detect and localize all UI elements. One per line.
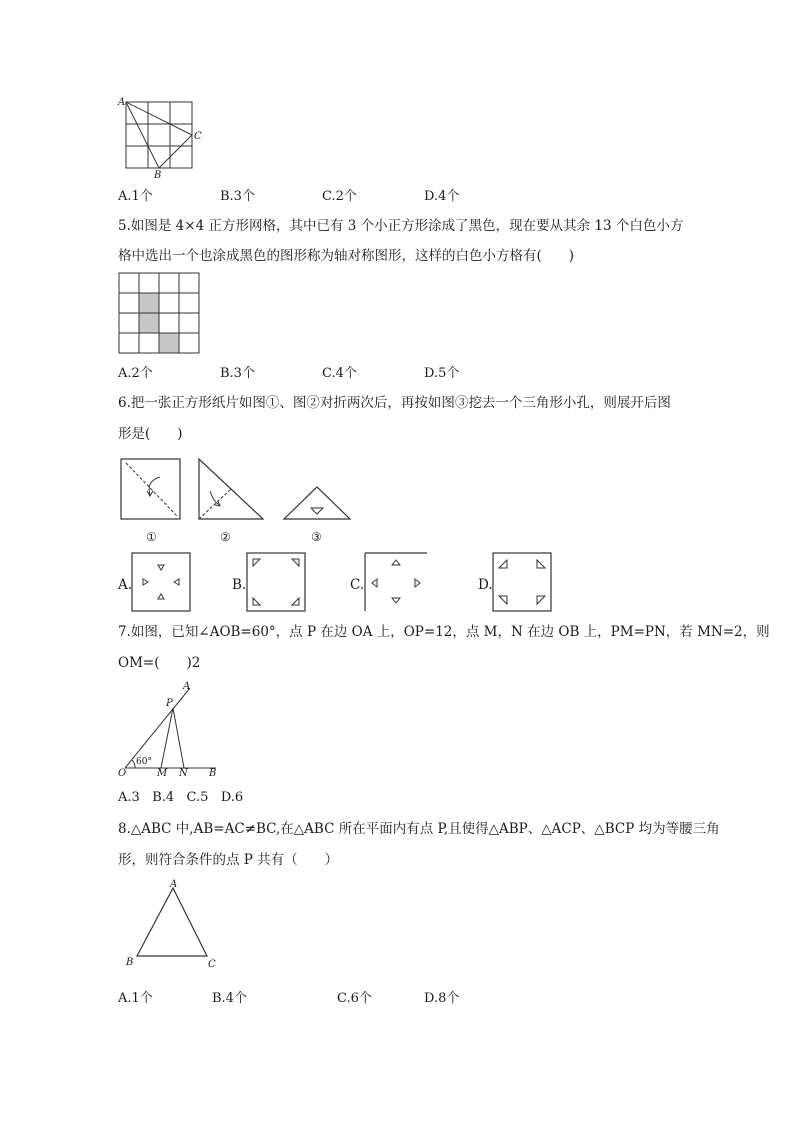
q8-option-d[interactable]: D.8个 xyxy=(424,991,460,1006)
q7-text-line2: OM=( )2 xyxy=(118,655,201,671)
q7-options[interactable]: A.3 B.4 C.5 D.6 xyxy=(118,790,244,805)
q6-fold-step-3 xyxy=(284,487,350,519)
q7-label-n: N xyxy=(179,768,188,779)
q7-angle-label: 60° xyxy=(136,757,152,767)
q8-text-line2: 形，则符合条件的点 P 共有（ ） xyxy=(118,852,339,868)
q4-label-a: A xyxy=(118,97,126,108)
q6-option-d-label[interactable]: D. xyxy=(478,577,493,593)
q4-option-b[interactable]: B.3个 xyxy=(220,189,255,204)
q5-text-line2: 格中选出一个也涂成黑色的图形称为轴对称图形，这样的白色小方格有( ) xyxy=(118,248,575,264)
q8-label-a: A xyxy=(170,879,178,890)
q6-option-d-figure[interactable] xyxy=(492,552,554,614)
q8-text-line1: 8.△ABC 中,AB=AC≠BC,在△ABC 所在平面内有点 P,且使得△ABP、△ACP、△BCP 均为等腰三角 xyxy=(118,821,720,837)
q4-label-b: B xyxy=(154,170,162,180)
q4-grid-figure xyxy=(116,92,216,180)
q6-option-a-label[interactable]: A. xyxy=(118,577,133,593)
q5-option-c[interactable]: C.4个 xyxy=(322,366,357,381)
q6-figure-label-1: ① xyxy=(146,530,157,544)
q6-fold-step-1 xyxy=(121,459,180,519)
q4-option-a[interactable]: A.1个 xyxy=(118,189,153,204)
q7-label-a: A xyxy=(183,681,191,692)
q6-option-c-label[interactable]: C. xyxy=(350,577,365,593)
q7-text-line1: 7.如图，已知∠AOB=60°，点 P 在边 OA 上，OP=12，点 M，N 在边 OB 上，PM=PN，若 MN=2，则 xyxy=(118,624,770,640)
q6-fold-figures xyxy=(116,455,352,547)
q6-option-b-figure[interactable] xyxy=(246,552,308,614)
q5-option-b[interactable]: B.3个 xyxy=(220,366,255,381)
q4-option-d[interactable]: D.4个 xyxy=(424,189,460,204)
q8-option-b[interactable]: B.4个 xyxy=(212,991,247,1006)
q8-option-c[interactable]: C.6个 xyxy=(337,991,372,1006)
q4-label-c: C xyxy=(194,131,202,142)
q8-option-a[interactable]: A.1个 xyxy=(118,991,153,1006)
q6-fold-step-2 xyxy=(199,459,263,519)
q6-text-line2: 形是( ) xyxy=(118,426,183,442)
q7-label-b: B xyxy=(209,768,217,779)
q5-option-a[interactable]: A.2个 xyxy=(118,366,153,381)
q6-figure-label-3: ③ xyxy=(311,530,322,544)
q8-label-c: C xyxy=(208,959,216,970)
q6-option-b-label[interactable]: B. xyxy=(232,577,247,593)
q5-grid-figure xyxy=(118,272,202,356)
q7-label-m: M xyxy=(157,768,168,779)
q5-option-d[interactable]: D.5个 xyxy=(424,366,460,381)
q8-label-b: B xyxy=(126,957,134,968)
q8-triangle-figure xyxy=(120,876,220,972)
q6-text-line1: 6.把一张正方形纸片如图①、图②对折两次后，再按如图③挖去一个三角形小孔，则展开后图 xyxy=(118,395,671,411)
q6-option-a-figure[interactable] xyxy=(131,552,193,614)
q6-figure-label-2: ② xyxy=(220,530,231,544)
q7-label-o: O xyxy=(118,768,127,779)
q7-angle-figure xyxy=(116,680,226,780)
q5-text-line1: 5.如图是 4×4 正方形网格，其中已有 3 个小正方形涂成了黑色，现在要从其余 13 个白色小方 xyxy=(118,218,684,234)
q6-option-c-figure[interactable] xyxy=(364,552,428,614)
q7-label-p: P xyxy=(166,698,173,709)
q4-option-c[interactable]: C.2个 xyxy=(322,189,357,204)
